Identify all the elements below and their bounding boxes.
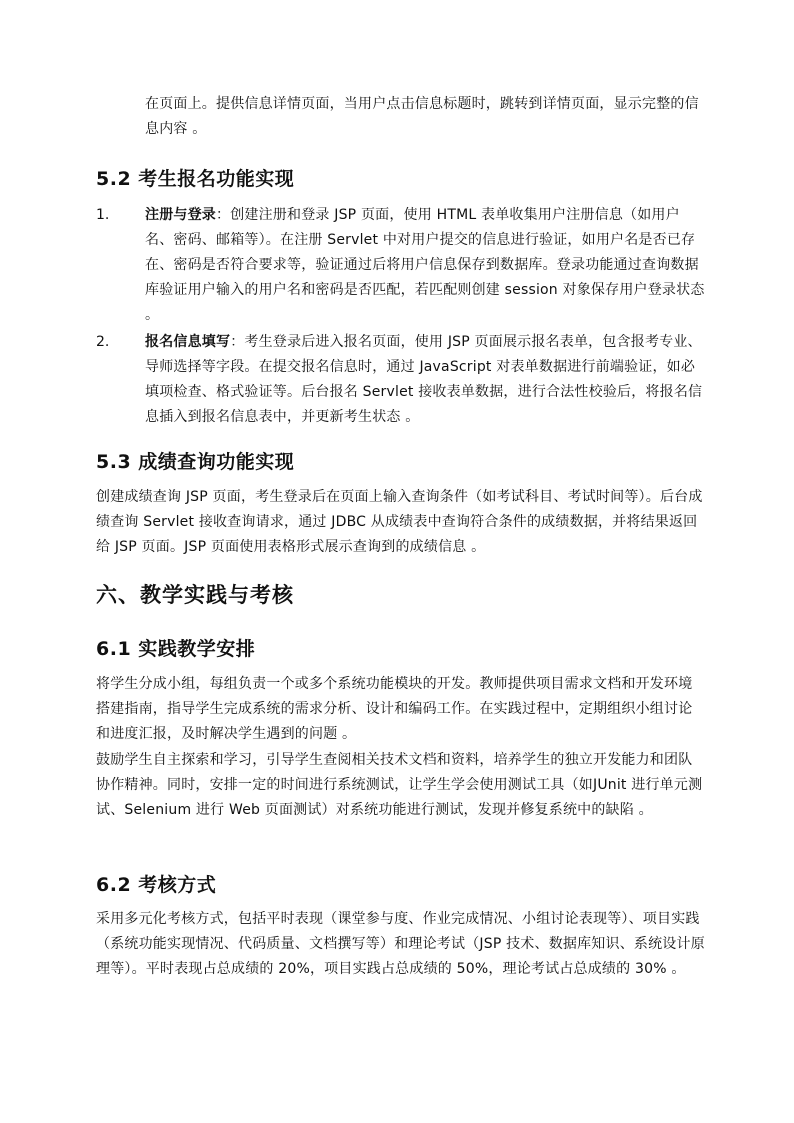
list-item-label: 注册与登录 [145,207,216,223]
section-heading-5-2: 5.2 考生报名功能实现 [96,168,295,190]
list-item-number: 2. [96,334,110,350]
list-item-registration-form [145,330,705,430]
chapter-heading-6: 六、教学实践与考核 [96,583,294,607]
section-heading-5-3: 5.3 成绩查询功能实现 [96,451,295,473]
paragraph-assessment: 采用多元化考核方式，包括平时表现（课堂参与度、作业完成情况、小组讨论表现等）、项目实践（系统功能实现情况、代码质量、文档撰写等）和理论考试（JSP 技术、数据库知识、系统设计原理等）。平时表现占总成绩的 20%，项目实践占总成绩的 50%，理论考试占总成绩的 30% 。 [96,911,705,977]
list-item-text: ：考生登录后进入报名页面，使用 JSP 页面展示报名表单，包含报考专业、导师选择等字段。在提交报名信息时，通过 JavaScript 对表单数据进行前端验证，如必填项检查、格式验证等。后台报名 Servlet 接收表单数据，进行合法性校验后，将报名信息插入到报名信息表中，并更新考生状态 。 [145,334,703,425]
paragraph-self-study: 鼓励学生自主探索和学习，引导学生查阅相关技术文档和资料，培养学生的独立开发能力和团队协作精神。同时，安排一定的时间进行系统测试，让学生学会使用测试工具（如JUnit 进行单元测试、Selenium 进行 Web 页面测试）对系统功能进行测试，发现并修复系统中的缺陷 。 [96,752,703,818]
continued-paragraph: 在页面上。提供信息详情页面，当用户点击信息标题时，跳转到详情页面，显示完整的信息内容 。 [145,96,699,137]
list-item-label: 报名信息填写 [145,334,231,350]
paragraph-grade-query: 创建成绩查询 JSP 页面，考生登录后在页面上输入查询条件（如考试科目、考试时间等）。后台成绩查询 Servlet 接收查询请求，通过 JDBC 从成绩表中查询符合条件的成绩数据，并将结果返回给 JSP 页面。JSP 页面使用表格形式展示查询到的成绩信息 。 [96,489,703,555]
section-heading-6-2: 6.2 考核方式 [96,874,217,896]
list-item-number: 1. [96,207,110,223]
section-heading-6-1: 6.1 实践教学安排 [96,638,256,660]
list-item-text: ：创建注册和登录 JSP 页面，使用 HTML 表单收集用户注册信息（如用户名、密码、邮箱等）。在注册 Servlet 中对用户提交的信息进行验证，如用户名是否已存在、密码是否符合要求等，验证通过后将用户信息保存到数据库。登录功能通过查询数据库验证用户输入的用户名和密码是否匹配，若匹配则创建 session 对象保存用户登录状态 。 [145,207,705,323]
paragraph-practice-arrangement: 将学生分成小组，每组负责一个或多个系统功能模块的开发。教师提供项目需求文档和开发环境搭建指南，指导学生完成系统的需求分析、设计和编码工作。在实践过程中，定期组织小组讨论和进度汇报，及时解决学生遇到的问题 。 [96,676,693,742]
list-item-register-login [145,203,705,328]
